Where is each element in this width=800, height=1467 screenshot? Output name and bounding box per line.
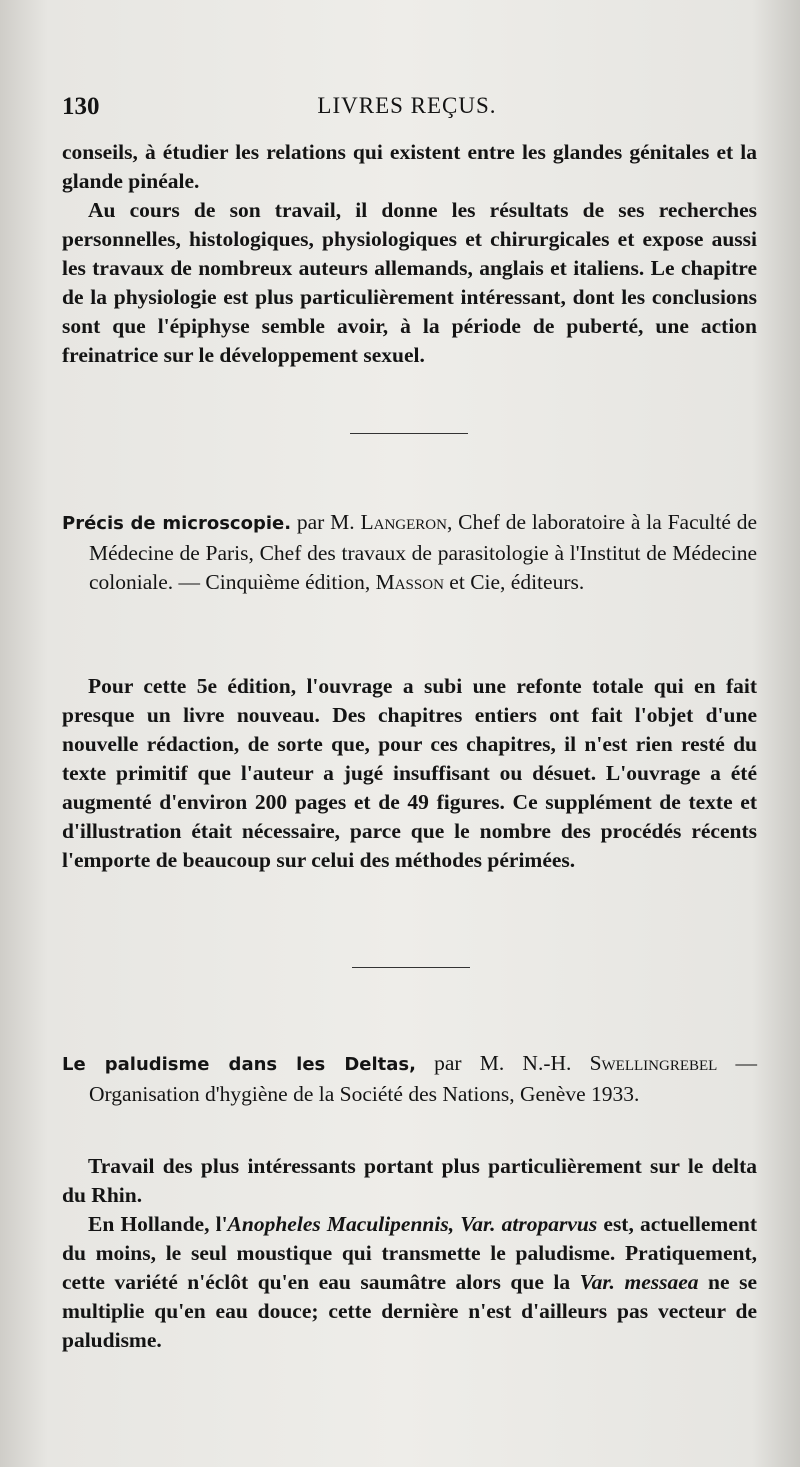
- byline: par M. N.-H.: [415, 1051, 590, 1075]
- paragraph: Au cours de son travail, il donne les résultats de ses recherches personnelles, histologiques, physiologiques et chirurgicales et expose aussi les travaux de nombreux auteurs allemands, anglais et italiens. Le chapitre de la physiologie est plus particulièrement intéressant, dont les conclusions sont que l'épiphyse semble avoir, à la période de puberté, une action freinatrice sur le développement sexuel.: [62, 198, 757, 367]
- review-title: Précis de microscopie.: [62, 513, 292, 534]
- section-divider: [352, 967, 470, 968]
- author-name: Langeron: [360, 510, 447, 534]
- species-name: Anopheles Maculipennis, Var. atroparvus: [227, 1212, 598, 1236]
- review-tail: et Cie, éditeurs.: [443, 570, 585, 594]
- text-run: est, actuellement du moins, le seul moustique qui transmette le paludisme. Pratiquement, cette variété n'éclôt qu'en eau saumâtre alors que la: [62, 1212, 757, 1294]
- review-heading: [62, 1049, 757, 1109]
- text-run: En Hollande, l': [88, 1212, 228, 1236]
- page-number: 130: [62, 93, 100, 120]
- paragraph: Travail des plus intéressants portant plus particulièrement sur le delta du Rhin.: [62, 1154, 757, 1207]
- page-header: [62, 93, 752, 127]
- author-name: Swellingrebel: [589, 1051, 718, 1075]
- review-body: [62, 672, 757, 875]
- review-details: — Organisation d'hygiène de la Société des Nations, Genève 1933.: [89, 1051, 757, 1106]
- section-continuation: [62, 138, 757, 370]
- section-divider: [350, 433, 468, 434]
- paragraph: Pour cette 5e édition, l'ouvrage a subi une refonte totale qui en fait presque un livre nouveau. Des chapitres entiers ont fait l'objet d'une nouvelle rédaction, de sorte que, pour ces chapitres, il n'est rien resté du texte primitif que l'auteur a jugé insuffisant ou désuet. L'ouvrage a été augmenté d'environ 200 pages et de 49 figures. Ce supplément de texte et d'illustration était nécessaire, parce que le nombre des procédés récents l'emporte de beaucoup sur celui des méthodes périmées.: [62, 674, 757, 872]
- paragraph: conseils, à étudier les relations qui existent entre les glandes génitales et la glande pinéale.: [62, 140, 757, 193]
- review-heading: [62, 508, 757, 598]
- review-body: [62, 1152, 757, 1355]
- variety-name: Var. messaea: [579, 1270, 699, 1294]
- review-title: Le paludisme dans les Deltas,: [62, 1054, 416, 1075]
- running-title: LIVRES REÇUS.: [317, 93, 497, 118]
- publisher-name: Masson: [375, 570, 444, 594]
- byline: par M.: [291, 510, 361, 534]
- review-details: , Chef de laboratoire à la Faculté de Médecine de Paris, Chef des travaux de parasitologie à l'Institut de Médecine coloniale. — Cinquième édition,: [89, 510, 757, 594]
- text-run: ne se multiplie qu'en eau douce; cette dernière n'est d'ailleurs pas vecteur de paludisme.: [62, 1270, 757, 1352]
- paragraph: [62, 1210, 757, 1355]
